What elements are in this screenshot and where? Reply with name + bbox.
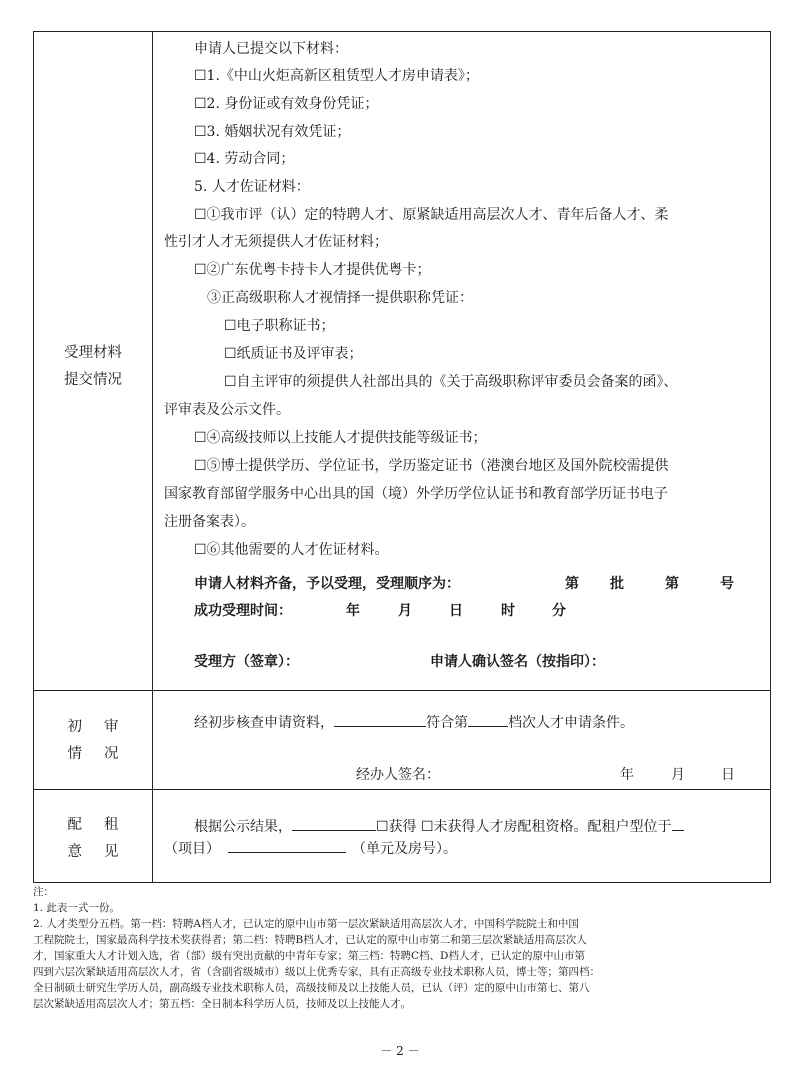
material-item: 5. 人才佐证材料： bbox=[194, 179, 310, 195]
note-2-line: 全日制硕士研究生学历人员，副高级专业技术职称人员，高级技师及以上技能人员，已认（评）定的原中山市第七、第八 bbox=[33, 982, 590, 994]
applicant-signature: 申请人确认签名（按指印）： bbox=[430, 654, 605, 670]
allocation-text-c: （项目） bbox=[164, 841, 220, 857]
review-ri: 日 bbox=[721, 767, 735, 783]
material-item: ☐②广东优粤卡持卡人才提供优粤卡； bbox=[194, 262, 431, 278]
blank-field bbox=[468, 712, 508, 727]
materials-intro: 申请人已提交以下材料： bbox=[194, 41, 348, 57]
time-ri: 日 bbox=[449, 603, 463, 619]
time-fen: 分 bbox=[552, 603, 566, 619]
time-shi: 时 bbox=[501, 603, 515, 619]
batch-di1: 第 bbox=[565, 576, 579, 592]
acceptor-seal: 受理方（签章）： bbox=[194, 654, 299, 670]
batch-di2: 第 bbox=[665, 576, 679, 592]
time-yue: 月 bbox=[398, 603, 412, 619]
note-2-line: 层次紧缺适用高层次人才；第五档：全日制本科学历人员，技师及以上技能人才。 bbox=[33, 998, 411, 1010]
material-item: ③正高级职称人才视情择一提供职称凭证： bbox=[207, 290, 473, 306]
section2-label-line1: 初审 bbox=[67, 719, 141, 735]
section3-label-line1: 配租 bbox=[67, 817, 141, 833]
section2-label bbox=[34, 714, 152, 768]
material-item: 性引才人才无须提供人才佐证材料； bbox=[164, 234, 388, 250]
row-divider-2 bbox=[34, 789, 770, 790]
section3-label bbox=[34, 812, 152, 866]
review-text-c: 档次人才申请条件。 bbox=[508, 715, 634, 731]
material-item: ☐④高级技师以上技能人才提供技能等级证书； bbox=[194, 430, 487, 446]
material-item: 国家教育部留学服务中心出具的国（境）外学历学位认证书和教育部学历证书电子 bbox=[164, 486, 668, 502]
section3-label-line2: 意见 bbox=[67, 844, 141, 860]
section1-label bbox=[34, 340, 152, 394]
note-1: 1. 此表一式一份。 bbox=[33, 902, 120, 914]
allocation-text-d: （单元及房号）。 bbox=[352, 841, 457, 857]
section1-label-line2: 提交情况 bbox=[64, 372, 122, 388]
material-item: 评审表及公示文件。 bbox=[164, 402, 290, 418]
batch-pi: 批 bbox=[610, 576, 624, 592]
footnotes bbox=[33, 884, 773, 1012]
allocation-line2 bbox=[164, 838, 457, 859]
allocation-line1 bbox=[194, 816, 684, 837]
time-nian: 年 bbox=[346, 603, 360, 619]
batch-hao: 号 bbox=[720, 576, 734, 592]
column-divider bbox=[152, 32, 153, 882]
review-text-a: 经初步核查申请资料， bbox=[194, 715, 334, 731]
review-yue: 月 bbox=[671, 767, 685, 783]
blank-field bbox=[292, 816, 376, 831]
material-item: ☐⑥其他需要的人才佐证材料。 bbox=[194, 542, 389, 558]
review-nian: 年 bbox=[620, 767, 634, 783]
material-item: ☐①我市评（认）定的特聘人才、原紧缺适用高层次人才、青年后备人才、柔 bbox=[194, 207, 669, 223]
blank-field bbox=[334, 712, 426, 727]
note-2-line: 工程院院士，国家最高科学技术奖获得者；第二档：特聘B档人才，已认定的原中山市第二和第三层次紧缺适用高层次人 bbox=[33, 934, 587, 946]
accept-time-label: 成功受理时间： bbox=[194, 603, 292, 619]
note-2-line: 2. 人才类型分五档。第一档：特聘A档人才，已认定的原中山市第一层次紧缺适用高层次人才，中国科学院院士和中国 bbox=[33, 918, 579, 930]
material-item: ☐3. 婚姻状况有效凭证； bbox=[194, 124, 351, 140]
review-text-b: 符合第 bbox=[426, 715, 468, 731]
notes-title: 注： bbox=[33, 886, 54, 898]
material-item: ☐⑤博士提供学历、学位证书，学历鉴定证书（港澳台地区及国外院校需提供 bbox=[194, 458, 669, 474]
material-item: ☐2. 身份证或有效身份凭证； bbox=[194, 96, 379, 112]
material-item: 注册备案表）。 bbox=[164, 514, 255, 530]
preliminary-review-line bbox=[194, 712, 634, 733]
material-item: ☐电子职称证书； bbox=[224, 318, 335, 334]
application-table bbox=[33, 31, 771, 883]
section1-label-line1: 受理材料 bbox=[64, 345, 122, 361]
note-2-line: 四到六层次紧缺适用高层次人才，省（含副省级城市）级以上优秀专家，具有正高级专业技术职称人员，博士等；第四档： bbox=[33, 966, 600, 978]
material-item: ☐4. 劳动合同； bbox=[194, 151, 295, 167]
note-2-line: 才，国家重大人才计划入选，省（部）级有突出贡献的中青年专家；第三档：特聘C档、D档人才，已认定的原中山市第 bbox=[33, 950, 585, 962]
allocation-text-a: 根据公示结果， bbox=[194, 819, 292, 835]
material-item: ☐纸质证书及评审表； bbox=[224, 346, 363, 362]
section2-label-line2: 情况 bbox=[67, 746, 141, 762]
row-divider-1 bbox=[34, 690, 770, 691]
material-item: ☐自主评审的须提供人社部出具的《关于高级职称评审委员会备案的函》、 bbox=[224, 374, 678, 390]
allocation-text-b: ☐获得 ☐未获得人才房配租资格。配租户型位于 bbox=[376, 819, 672, 835]
handler-signature: 经办人签名： bbox=[356, 767, 440, 783]
blank-field bbox=[672, 816, 684, 831]
material-item: ☐1.《中山火炬高新区租赁型人才房申请表》； bbox=[194, 68, 479, 84]
blank-field bbox=[228, 838, 346, 853]
page-number: － 2 － bbox=[380, 1044, 420, 1058]
accept-line: 申请人材料齐备，予以受理，受理顺序为： bbox=[194, 576, 460, 592]
